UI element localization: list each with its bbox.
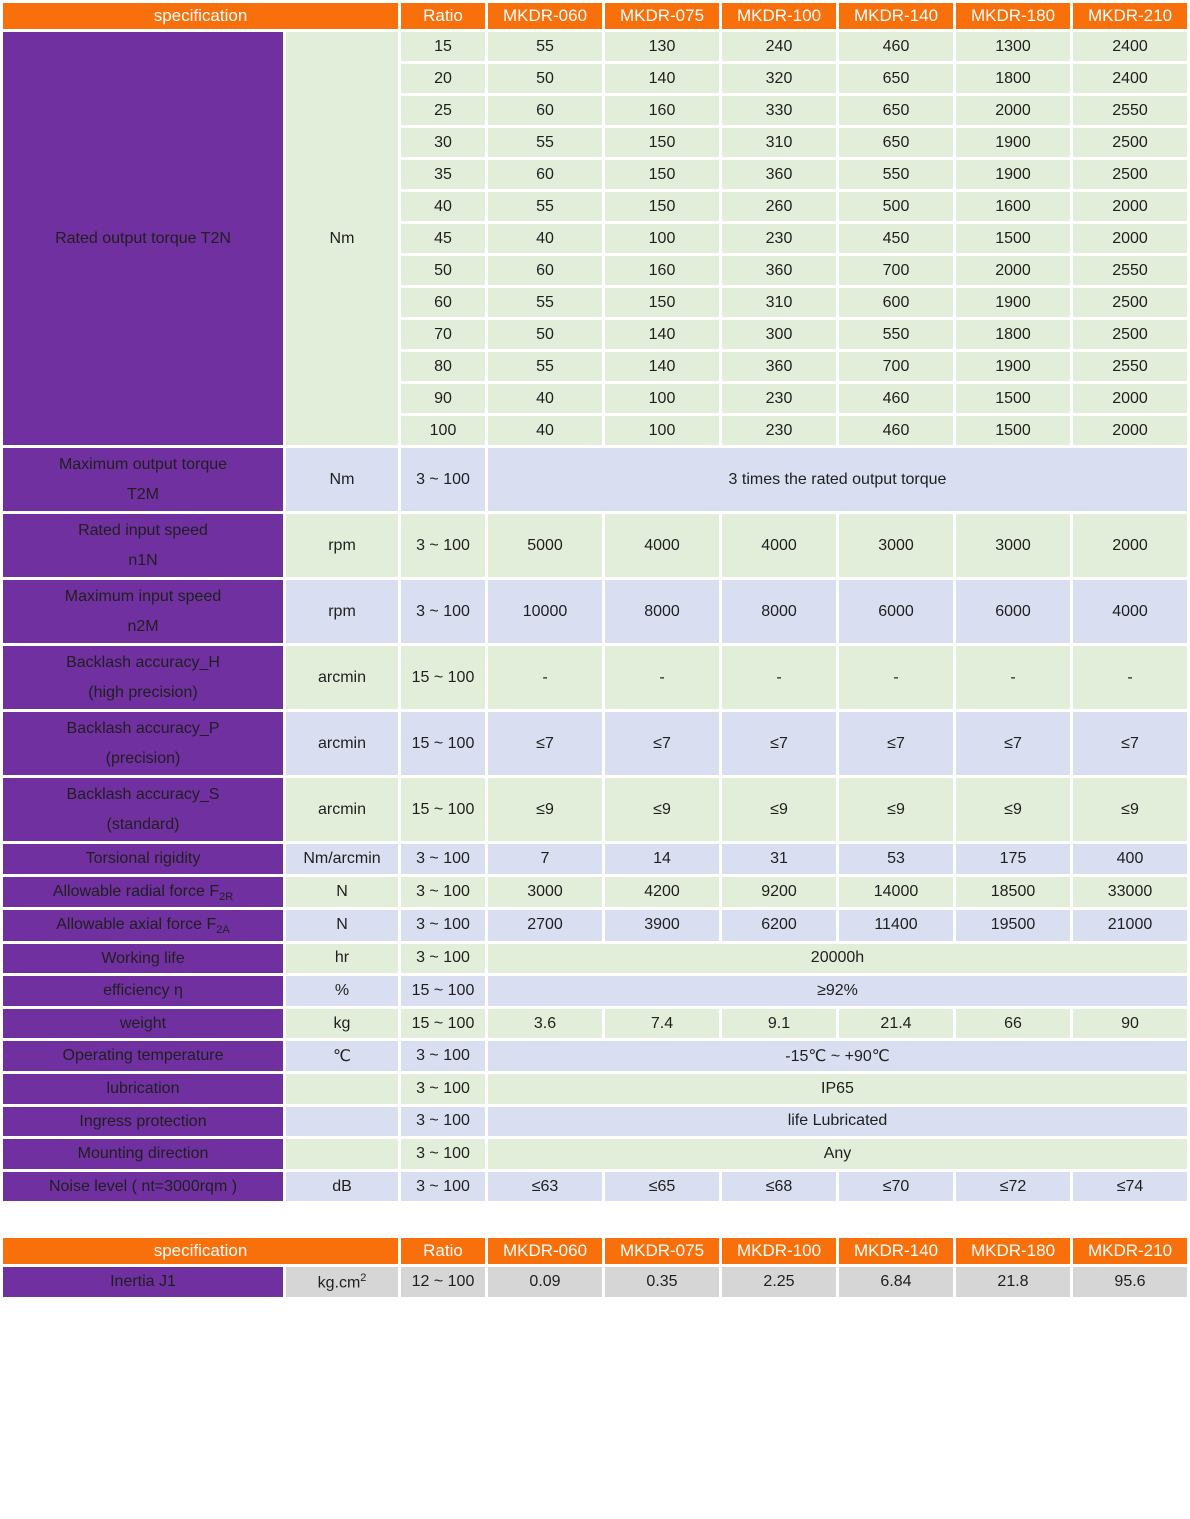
row-label-backlash-accuracy-s (3, 778, 283, 841)
merged-value-cell: -15℃ ~ +90℃ (488, 1041, 1187, 1071)
value-cell: 0.09 (488, 1267, 602, 1297)
row-label-rated-input-speed-line: Rated input speed (78, 521, 208, 539)
inertia-model-header-3: MKDR-100 (722, 1238, 836, 1264)
unit-cell-rated-output-torque: Nm (286, 32, 398, 445)
value-cell: 2000 (956, 256, 1070, 285)
row-label-torsional-rigidity: Torsional rigidity (3, 844, 283, 874)
value-cell: 140 (605, 64, 719, 93)
value-cell: 2000 (1073, 224, 1187, 253)
value-cell: - (1073, 646, 1187, 709)
ratio-cell: 3 ~ 100 (401, 910, 485, 941)
ratio-cell: 100 (401, 416, 485, 445)
value-cell: 100 (605, 384, 719, 413)
main-spec-table-body (3, 3, 1187, 1201)
value-cell: 450 (839, 224, 953, 253)
row-label-backlash-accuracy-h-line: Backlash accuracy_H (66, 653, 220, 671)
value-cell: 175 (956, 844, 1070, 874)
ratio-cell: 45 (401, 224, 485, 253)
value-cell: 6000 (956, 580, 1070, 643)
value-cell: 8000 (722, 580, 836, 643)
value-cell: 2500 (1073, 128, 1187, 157)
value-cell: 40 (488, 384, 602, 413)
value-cell: 1500 (956, 416, 1070, 445)
merged-value-cell: ≥92% (488, 976, 1187, 1006)
row-label-weight: weight (3, 1009, 283, 1039)
value-cell: 1900 (956, 288, 1070, 317)
spec-row-backlash-accuracy-p (3, 712, 1187, 775)
row-label-inertia-j1: Inertia J1 (3, 1267, 283, 1297)
value-cell: 130 (605, 32, 719, 61)
main-header-row (3, 3, 1187, 29)
unit-cell: N (286, 877, 398, 908)
value-cell: 7 (488, 844, 602, 874)
merged-value-cell: 20000h (488, 944, 1187, 974)
value-cell: 9.1 (722, 1009, 836, 1039)
value-cell: 650 (839, 128, 953, 157)
value-cell: 55 (488, 192, 602, 221)
value-cell: 31 (722, 844, 836, 874)
value-cell: ≤63 (488, 1172, 602, 1202)
spec-row-ingress-protection (3, 1107, 1187, 1137)
spec-row-backlash-accuracy-h (3, 646, 1187, 709)
spec-row-inertia-j1 (3, 1267, 1187, 1297)
merged-value-cell: Any (488, 1139, 1187, 1169)
unit-cell: kg (286, 1009, 398, 1039)
value-cell: - (722, 646, 836, 709)
spec-row-mounting-direction (3, 1139, 1187, 1169)
value-cell: 1800 (956, 64, 1070, 93)
inertia-table (0, 1235, 1190, 1300)
main-model-header-1: MKDR-060 (488, 3, 602, 29)
ratio-cell: 3 ~ 100 (401, 1074, 485, 1104)
row-label-max-output-torque (3, 448, 283, 511)
ratio-cell: 30 (401, 128, 485, 157)
ratio-cell: 15 ~ 100 (401, 712, 485, 775)
value-cell: 7.4 (605, 1009, 719, 1039)
inertia-model-header-1: MKDR-060 (488, 1238, 602, 1264)
value-cell: 2000 (1073, 514, 1187, 577)
row-label-backlash-accuracy-p-line: (precision) (105, 749, 181, 767)
value-cell: ≤9 (722, 778, 836, 841)
row-label-allowable-radial-force-subscript: 2R (219, 890, 234, 903)
value-cell: 55 (488, 352, 602, 381)
ratio-cell: 50 (401, 256, 485, 285)
value-cell: 6.84 (839, 1267, 953, 1297)
row-label-ingress-protection: Ingress protection (3, 1107, 283, 1137)
ratio-cell: 80 (401, 352, 485, 381)
merged-value-cell: life Lubricated (488, 1107, 1187, 1137)
value-cell: 4000 (722, 514, 836, 577)
inertia-model-header-2: MKDR-075 (605, 1238, 719, 1264)
value-cell: ≤7 (488, 712, 602, 775)
value-cell: 650 (839, 96, 953, 125)
unit-cell: rpm (286, 514, 398, 577)
ratio-cell: 3 ~ 100 (401, 1139, 485, 1169)
value-cell: 1900 (956, 128, 1070, 157)
main-ratio-header: Ratio (401, 3, 485, 29)
value-cell: ≤72 (956, 1172, 1070, 1202)
row-label-noise-level: Noise level ( nt=3000rqm ) (3, 1172, 283, 1202)
value-cell: 100 (605, 224, 719, 253)
value-cell: 1500 (956, 224, 1070, 253)
inertia-table-body (3, 1238, 1187, 1297)
row-label-backlash-accuracy-s-line: (standard) (106, 815, 180, 833)
row-label-backlash-accuracy-p (3, 712, 283, 775)
spec-row-max-output-torque (3, 448, 1187, 511)
value-cell: 330 (722, 96, 836, 125)
value-cell: 3000 (839, 514, 953, 577)
value-cell: 230 (722, 384, 836, 413)
value-cell: 55 (488, 288, 602, 317)
main-model-header-6: MKDR-210 (1073, 3, 1187, 29)
value-cell: 33000 (1073, 877, 1187, 908)
row-label-max-output-torque-line: Maximum output torque (58, 455, 228, 473)
value-cell: 55 (488, 32, 602, 61)
unit-cell (286, 1074, 398, 1104)
value-cell: 2000 (956, 96, 1070, 125)
value-cell: 360 (722, 352, 836, 381)
value-cell: 650 (839, 64, 953, 93)
value-cell: 150 (605, 288, 719, 317)
ratio-cell: 40 (401, 192, 485, 221)
value-cell: 2700 (488, 910, 602, 941)
value-cell: 550 (839, 320, 953, 349)
ratio-cell: 3 ~ 100 (401, 877, 485, 908)
value-cell: 55 (488, 128, 602, 157)
ratio-cell: 15 ~ 100 (401, 646, 485, 709)
row-label-lubrication: lubrication (3, 1074, 283, 1104)
value-cell: 2550 (1073, 96, 1187, 125)
value-cell: 360 (722, 256, 836, 285)
value-cell: 0.35 (605, 1267, 719, 1297)
main-model-header-2: MKDR-075 (605, 3, 719, 29)
value-cell: - (605, 646, 719, 709)
value-cell: 11400 (839, 910, 953, 941)
value-cell: 4000 (1073, 580, 1187, 643)
row-label-allowable-axial-force: Allowable axial force $F_{2A}$ (3, 910, 283, 941)
ratio-cell: 15 ~ 100 (401, 778, 485, 841)
value-cell: 240 (722, 32, 836, 61)
value-cell: 460 (839, 416, 953, 445)
unit-cell: arcmin (286, 712, 398, 775)
value-cell: 230 (722, 416, 836, 445)
value-cell: 3000 (488, 877, 602, 908)
row-label-max-input-speed (3, 580, 283, 643)
unit-cell: rpm (286, 580, 398, 643)
value-cell: 10000 (488, 580, 602, 643)
value-cell: 2550 (1073, 352, 1187, 381)
main-model-header-3: MKDR-100 (722, 3, 836, 29)
value-cell: 550 (839, 160, 953, 189)
ratio-cell: 3 ~ 100 (401, 514, 485, 577)
value-cell: 90 (1073, 1009, 1187, 1039)
value-cell: 2500 (1073, 320, 1187, 349)
row-label-rated-input-speed (3, 514, 283, 577)
unit-cell: arcmin (286, 778, 398, 841)
value-cell: 2000 (1073, 416, 1187, 445)
inertia-model-header-4: MKDR-140 (839, 1238, 953, 1264)
spec-row-max-input-speed (3, 580, 1187, 643)
merged-value-cell: IP65 (488, 1074, 1187, 1104)
value-cell: 40 (488, 416, 602, 445)
inertia-header-row (3, 1238, 1187, 1264)
row-label-backlash-accuracy-h-line: (high precision) (88, 683, 198, 701)
value-cell: 40 (488, 224, 602, 253)
inertia-model-header-5: MKDR-180 (956, 1238, 1070, 1264)
value-cell: 1800 (956, 320, 1070, 349)
ratio-cell: 20 (401, 64, 485, 93)
main-model-header-4: MKDR-140 (839, 3, 953, 29)
inertia-spec-header: specification (3, 1238, 398, 1264)
value-cell: 9200 (722, 877, 836, 908)
value-cell: 2000 (1073, 192, 1187, 221)
unit-cell (286, 1107, 398, 1137)
ratio-cell: 3 ~ 100 (401, 1107, 485, 1137)
value-cell: ≤7 (839, 712, 953, 775)
ratio-cell: 12 ~ 100 (401, 1267, 485, 1297)
ratio-cell: 15 ~ 100 (401, 976, 485, 1006)
value-cell: 50 (488, 64, 602, 93)
value-cell: 230 (722, 224, 836, 253)
value-cell: 700 (839, 256, 953, 285)
value-cell: 700 (839, 352, 953, 381)
value-cell: 2400 (1073, 64, 1187, 93)
row-label-max-input-speed-line: n2M (127, 617, 159, 635)
unit-cell: ℃ (286, 1041, 398, 1071)
value-cell: 140 (605, 352, 719, 381)
value-cell: 310 (722, 128, 836, 157)
value-cell: 150 (605, 128, 719, 157)
row-label-mounting-direction: Mounting direction (3, 1139, 283, 1169)
value-cell: ≤70 (839, 1172, 953, 1202)
value-cell: ≤7 (605, 712, 719, 775)
value-cell: 2500 (1073, 288, 1187, 317)
spec-row-backlash-accuracy-s (3, 778, 1187, 841)
row-label-backlash-accuracy-p-line: Backlash accuracy_P (66, 719, 220, 737)
spec-row-allowable-radial-force (3, 877, 1187, 908)
value-cell: 60 (488, 96, 602, 125)
value-cell: 18500 (956, 877, 1070, 908)
unit-cell: Nm/arcmin (286, 844, 398, 874)
value-cell: 4200 (605, 877, 719, 908)
value-cell: 50 (488, 320, 602, 349)
row-label-efficiency: efficiency η (3, 976, 283, 1006)
value-cell: 300 (722, 320, 836, 349)
value-cell: 160 (605, 256, 719, 285)
value-cell: - (488, 646, 602, 709)
value-cell: 1900 (956, 352, 1070, 381)
row-label-max-output-torque-line: T2M (127, 485, 159, 503)
value-cell: ≤7 (722, 712, 836, 775)
torque-row-15 (3, 32, 1187, 61)
value-cell: 150 (605, 160, 719, 189)
value-cell: 320 (722, 64, 836, 93)
value-cell: 150 (605, 192, 719, 221)
value-cell: 2500 (1073, 160, 1187, 189)
value-cell: - (839, 646, 953, 709)
value-cell: 8000 (605, 580, 719, 643)
ratio-cell: 90 (401, 384, 485, 413)
value-cell: ≤65 (605, 1172, 719, 1202)
value-cell: 1900 (956, 160, 1070, 189)
row-label-operating-temperature: Operating temperature (3, 1041, 283, 1071)
row-label-working-life: Working life (3, 944, 283, 974)
ratio-cell: 3 ~ 100 (401, 1172, 485, 1202)
value-cell: ≤7 (1073, 712, 1187, 775)
merged-value-cell: 3 times the rated output torque (488, 448, 1187, 511)
row-label-max-input-speed-line: Maximum input speed (64, 587, 222, 605)
spec-row-noise-level (3, 1172, 1187, 1202)
unit-cell: % (286, 976, 398, 1006)
ratio-cell: 3 ~ 100 (401, 1041, 485, 1071)
value-cell: ≤68 (722, 1172, 836, 1202)
unit-cell-superscript: 2 (360, 1272, 367, 1285)
row-label-rated-input-speed-line: n1N (128, 551, 158, 569)
value-cell: 2400 (1073, 32, 1187, 61)
value-cell: ≤9 (839, 778, 953, 841)
value-cell: 3900 (605, 910, 719, 941)
ratio-cell: 25 (401, 96, 485, 125)
ratio-cell: 15 (401, 32, 485, 61)
value-cell: 19500 (956, 910, 1070, 941)
unit-cell: $kg.cm^2$ (286, 1267, 398, 1297)
unit-cell (286, 1139, 398, 1169)
value-cell: 600 (839, 288, 953, 317)
ratio-cell: 60 (401, 288, 485, 317)
value-cell: 2000 (1073, 384, 1187, 413)
spec-row-torsional-rigidity (3, 844, 1187, 874)
value-cell: 360 (722, 160, 836, 189)
value-cell: 1600 (956, 192, 1070, 221)
value-cell: ≤9 (605, 778, 719, 841)
spec-row-operating-temperature (3, 1041, 1187, 1071)
value-cell: 1300 (956, 32, 1070, 61)
inertia-model-header-6: MKDR-210 (1073, 1238, 1187, 1264)
spec-row-rated-input-speed (3, 514, 1187, 577)
value-cell: 60 (488, 160, 602, 189)
ratio-cell: 3 ~ 100 (401, 448, 485, 511)
value-cell: - (956, 646, 1070, 709)
value-cell: 500 (839, 192, 953, 221)
value-cell: 6200 (722, 910, 836, 941)
ratio-cell: 3 ~ 100 (401, 580, 485, 643)
ratio-cell: 15 ~ 100 (401, 1009, 485, 1039)
value-cell: 260 (722, 192, 836, 221)
spec-row-weight (3, 1009, 1187, 1039)
value-cell: 95.6 (1073, 1267, 1187, 1297)
value-cell: 310 (722, 288, 836, 317)
value-cell: 160 (605, 96, 719, 125)
value-cell: ≤9 (1073, 778, 1187, 841)
row-label-allowable-radial-force: Allowable radial force $F_{2R}$ (3, 877, 283, 908)
value-cell: 3000 (956, 514, 1070, 577)
ratio-cell: 70 (401, 320, 485, 349)
unit-cell: Nm (286, 448, 398, 511)
ratio-cell: 35 (401, 160, 485, 189)
unit-cell: N (286, 910, 398, 941)
row-label-backlash-accuracy-h (3, 646, 283, 709)
value-cell: 21000 (1073, 910, 1187, 941)
unit-cell: hr (286, 944, 398, 974)
value-cell: 14 (605, 844, 719, 874)
main-model-header-5: MKDR-180 (956, 3, 1070, 29)
unit-cell: arcmin (286, 646, 398, 709)
value-cell: 60 (488, 256, 602, 285)
spec-row-efficiency (3, 976, 1187, 1006)
row-label-backlash-accuracy-s-line: Backlash accuracy_S (66, 785, 220, 803)
value-cell: 21.4 (839, 1009, 953, 1039)
main-spec-header: specification (3, 3, 398, 29)
value-cell: 2550 (1073, 256, 1187, 285)
value-cell: ≤9 (488, 778, 602, 841)
spec-row-working-life (3, 944, 1187, 974)
value-cell: 400 (1073, 844, 1187, 874)
value-cell: 3.6 (488, 1009, 602, 1039)
spec-row-allowable-axial-force (3, 910, 1187, 941)
value-cell: 2.25 (722, 1267, 836, 1297)
inertia-ratio-header: Ratio (401, 1238, 485, 1264)
value-cell: 140 (605, 320, 719, 349)
value-cell: 53 (839, 844, 953, 874)
unit-cell: dB (286, 1172, 398, 1202)
value-cell: ≤74 (1073, 1172, 1187, 1202)
value-cell: ≤7 (956, 712, 1070, 775)
value-cell: 6000 (839, 580, 953, 643)
value-cell: 1500 (956, 384, 1070, 413)
value-cell: 100 (605, 416, 719, 445)
ratio-cell: 3 ~ 100 (401, 944, 485, 974)
value-cell: 460 (839, 32, 953, 61)
value-cell: ≤9 (956, 778, 1070, 841)
value-cell: 4000 (605, 514, 719, 577)
value-cell: 5000 (488, 514, 602, 577)
ratio-cell: 3 ~ 100 (401, 844, 485, 874)
row-label-rated-output-torque: Rated output torque T2N (3, 32, 283, 445)
spec-row-lubrication (3, 1074, 1187, 1104)
value-cell: 21.8 (956, 1267, 1070, 1297)
value-cell: 14000 (839, 877, 953, 908)
value-cell: 460 (839, 384, 953, 413)
value-cell: 66 (956, 1009, 1070, 1039)
row-label-allowable-axial-force-subscript: 2A (216, 924, 230, 937)
